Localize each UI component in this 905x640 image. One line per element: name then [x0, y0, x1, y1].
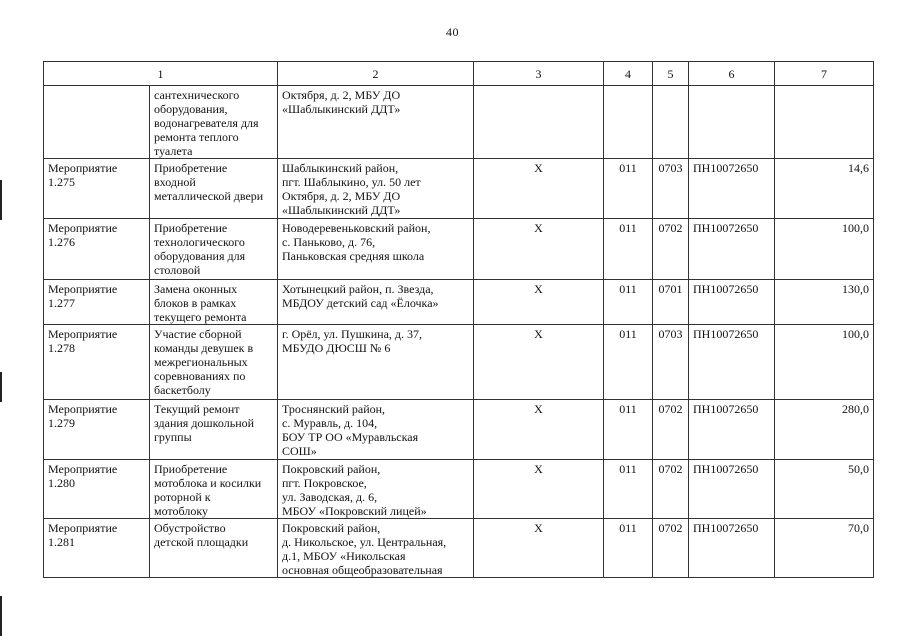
id-cell: [44, 86, 150, 159]
col3-cell: X: [474, 159, 604, 219]
col7-cell: 70,0: [775, 519, 874, 578]
col6-cell: ПН10072650: [689, 400, 775, 460]
col6-cell: ПН10072650: [689, 460, 775, 519]
col5-cell: 0702: [653, 219, 689, 280]
table-row: [44, 460, 874, 519]
empty-cell: [653, 86, 689, 159]
id-cell: Мероприятие 1.276: [44, 219, 150, 280]
location-cell: Новодеревеньковский район, с. Паньково, д. 76, Паньковская средняя школа: [278, 219, 474, 280]
col4-cell: 011: [604, 519, 653, 578]
col5-cell: 0701: [653, 280, 689, 325]
description-cell: Участие сборной команды девушек в межрегиональных соревнованиях по баскетболу: [150, 325, 278, 400]
col5-cell: 0703: [653, 159, 689, 219]
id-cell: Мероприятие 1.281: [44, 519, 150, 578]
id-cell: Мероприятие 1.280: [44, 460, 150, 519]
header-cell: 7: [775, 62, 874, 86]
description-cell: Текущий ремонт здания дошкольной группы: [150, 400, 278, 460]
table-row: [44, 219, 874, 280]
col3-cell: X: [474, 325, 604, 400]
id-cell: Мероприятие 1.277: [44, 280, 150, 325]
location-cell: Шаблыкинский район, пгт. Шаблыкино, ул. 50 лет Октября, д. 2, МБУ ДО «Шаблыкинский ДДТ»: [278, 159, 474, 219]
description-cell: Приобретение входной металлической двери: [150, 159, 278, 219]
col5-cell: 0702: [653, 519, 689, 578]
location-cell: Троснянский район, с. Муравль, д. 104, БОУ ТР ОО «Муравльская СОШ»: [278, 400, 474, 460]
col3-cell: X: [474, 519, 604, 578]
description-cell: Обустройство детской площадки: [150, 519, 278, 578]
col4-cell: 011: [604, 460, 653, 519]
id-cell: Мероприятие 1.278: [44, 325, 150, 400]
scan-edge-mark: [0, 596, 2, 636]
table-row: [44, 325, 874, 400]
col6-cell: ПН10072650: [689, 280, 775, 325]
header-cell: 1: [44, 62, 278, 86]
location-cell: Покровский район, пгт. Покровское, ул. Заводская, д. 6, МБОУ «Покровский лицей»: [278, 460, 474, 519]
col3-cell: X: [474, 219, 604, 280]
description-cell: Замена оконных блоков в рамках текущего ремонта: [150, 280, 278, 325]
empty-cell: [689, 86, 775, 159]
table-row-continuation: [44, 86, 874, 159]
col3-cell: X: [474, 280, 604, 325]
description-cell: Приобретение технологического оборудования для столовой: [150, 219, 278, 280]
description-cell: Приобретение мотоблока и косилки роторной к мотоблоку: [150, 460, 278, 519]
table-row: [44, 519, 874, 578]
header-cell: 5: [653, 62, 689, 86]
id-cell: Мероприятие 1.275: [44, 159, 150, 219]
empty-cell: [604, 86, 653, 159]
table-row: [44, 280, 874, 325]
col7-cell: 100,0: [775, 325, 874, 400]
table-row: [44, 400, 874, 460]
page-number: 40: [446, 25, 459, 39]
col4-cell: 011: [604, 280, 653, 325]
col7-cell: 50,0: [775, 460, 874, 519]
col4-cell: 011: [604, 219, 653, 280]
col4-cell: 011: [604, 159, 653, 219]
header-cell: 4: [604, 62, 653, 86]
empty-cell: [474, 86, 604, 159]
header-cell: 6: [689, 62, 775, 86]
col7-cell: 130,0: [775, 280, 874, 325]
scan-edge-mark: [0, 372, 2, 402]
col7-cell: 100,0: [775, 219, 874, 280]
location-cell: г. Орёл, ул. Пушкина, д. 37, МБУДО ДЮСШ № 6: [278, 325, 474, 400]
empty-cell: [775, 86, 874, 159]
location-cell: Хотынецкий район, п. Звезда, МБДОУ детский сад «Ёлочка»: [278, 280, 474, 325]
col6-cell: ПН10072650: [689, 519, 775, 578]
col4-cell: 011: [604, 325, 653, 400]
col7-cell: 14,6: [775, 159, 874, 219]
id-cell: Мероприятие 1.279: [44, 400, 150, 460]
location-cell: Покровский район, д. Никольское, ул. Центральная, д.1, МБОУ «Никольская основная общеобразовательная: [278, 519, 474, 578]
budget-table: [43, 61, 874, 578]
col3-cell: X: [474, 400, 604, 460]
col6-cell: ПН10072650: [689, 159, 775, 219]
scan-edge-mark: [0, 180, 2, 220]
col3-cell: X: [474, 460, 604, 519]
location-cell: Октября, д. 2, МБУ ДО «Шаблыкинский ДДТ»: [278, 86, 474, 159]
col5-cell: 0703: [653, 325, 689, 400]
header-cell: 2: [278, 62, 474, 86]
col5-cell: 0702: [653, 400, 689, 460]
table-row: [44, 159, 874, 219]
col4-cell: 011: [604, 400, 653, 460]
col6-cell: ПН10072650: [689, 219, 775, 280]
col5-cell: 0702: [653, 460, 689, 519]
header-cell: 3: [474, 62, 604, 86]
col6-cell: ПН10072650: [689, 325, 775, 400]
description-cell: сантехнического оборудования, водонагревателя для ремонта теплого туалета: [150, 86, 278, 159]
table-header-row: [44, 62, 874, 86]
col7-cell: 280,0: [775, 400, 874, 460]
